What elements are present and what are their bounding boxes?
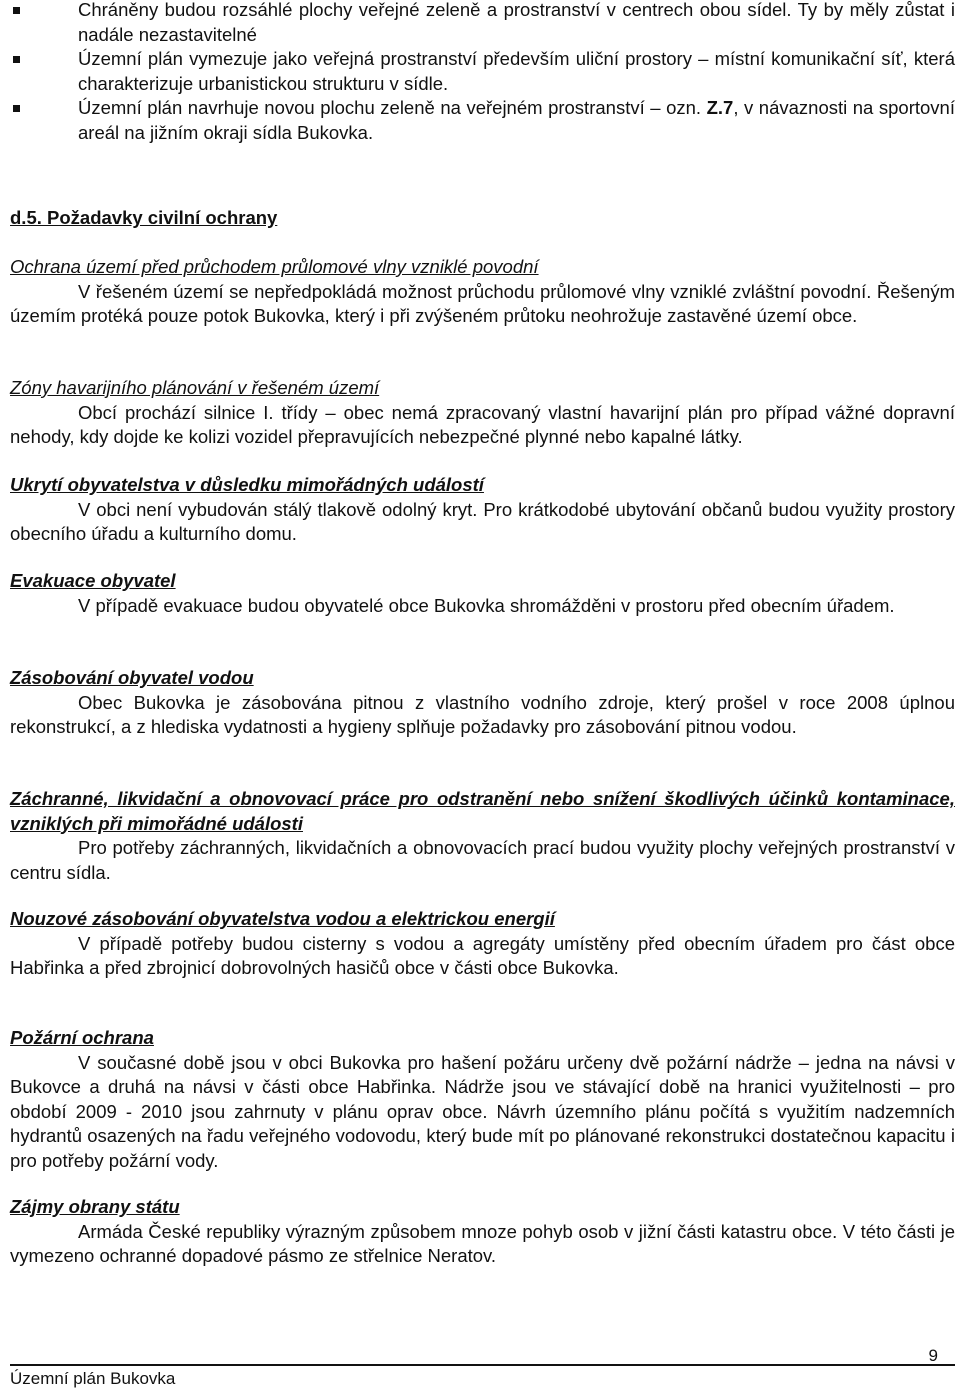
section-body: Obcí prochází silnice I. třídy – obec nemá zpracovaný vlastní havarijní plán pro případ vážné dopravní nehody, kdy dojde ke kolizi vozidel přepravujících nebezpečné plynné nebo kapalné látky. bbox=[10, 401, 955, 447]
section-water-supply bbox=[10, 666, 955, 740]
bullet-text-end: , v návaznosti na sportovní areál na jižním okraji sídla Bukovka. bbox=[78, 97, 955, 143]
bullet-text-bold: Z.7 bbox=[706, 97, 734, 118]
bullet-item bbox=[10, 0, 955, 47]
section-title: Zájmy obrany státu bbox=[10, 1196, 180, 1217]
section-body: Armáda České republiky výrazným způsobem mnoze pohyb osob v jižní části katastru obce. V této části je vymezeno ochranné dopadové pásmo ze střelnice Neratov. bbox=[10, 1220, 955, 1266]
section-title: Zóny havarijního plánování v řešeném území bbox=[10, 377, 380, 398]
bullet-list bbox=[10, 0, 955, 145]
section-flood bbox=[10, 255, 955, 329]
section-title: Evakuace obyvatel bbox=[10, 570, 176, 591]
square-bullet-icon bbox=[13, 105, 20, 112]
section-body: V případě evakuace budou obyvatelé obce Bukovka shromážděni v prostoru před obecním úřadem. bbox=[78, 594, 895, 616]
bullet-text-start: Územní plán navrhuje novou plochu zeleně na veřejném prostranství – ozn. bbox=[78, 97, 707, 118]
bullet-item bbox=[10, 47, 955, 96]
section-fire-protection bbox=[10, 1026, 955, 1173]
section-title: Záchranné, likvidační a obnovovací práce pro odstranění nebo snížení škodlivých účinků kontaminace, vzniklých při mimořádné události bbox=[10, 788, 955, 834]
square-bullet-icon bbox=[13, 7, 20, 14]
footer-title: Územní plán Bukovka bbox=[10, 1369, 176, 1388]
footer bbox=[10, 1364, 955, 1392]
section-body: Obec Bukovka je zásobována pitnou z vlastního vodního zdroje, který prošel v roce 2008 úplnou rekonstrukcí, a z hlediska vydatnosti a hygieny splňuje požadavky pro zásobování pitnou vodou. bbox=[10, 691, 955, 737]
section-state-defense bbox=[10, 1195, 955, 1269]
section-body: V případě potřeby budou cisterny s vodou a agregáty umístěny před obecním úřadem pro část obce Habřinka a před zbrojnicí dobrovolných hasičů obce v části obce Bukovka. bbox=[10, 932, 955, 978]
section-rescue-works bbox=[10, 787, 955, 885]
section-title: Ochrana území před průchodem průlomové vlny vzniklé povodní bbox=[10, 256, 539, 277]
section-title: Nouzové zásobování obyvatelstva vodou a elektrickou energií bbox=[10, 908, 555, 929]
section-shelter bbox=[10, 473, 955, 547]
section-evacuation bbox=[10, 569, 955, 618]
section-title: Ukrytí obyvatelstva v důsledku mimořádných událostí bbox=[10, 474, 484, 495]
section-title: Zásobování obyvatel vodou bbox=[10, 667, 254, 688]
section-title: Požární ochrana bbox=[10, 1027, 154, 1048]
bullet-item bbox=[10, 96, 955, 145]
bullet-text: Chráněny budou rozsáhlé plochy veřejné zeleně a prostranství v centrech obou sídel. Ty by měly zůstat i nadále nezastavitelné bbox=[78, 0, 955, 45]
section-body: V současné době jsou v obci Bukovka pro hašení požáru určeny dvě požární nádrže – jedna na návsi v Bukovce a druhá na návsi v části obce Habřinka. Nádrže jsou ve stávající době na hranici využitelnosti – pro období 2009 - 2010 jsou zahrnuty v plánu oprav obce. Návrh územního plánu počítá s využitím nadzemních hydrantů osazených na řadu veřejného vodovodu, který bude mít po plánované rekonstrukci dostatečnou kapacitu i pro potřeby požární vody. bbox=[10, 1051, 955, 1171]
page-number: 9 bbox=[928, 1346, 938, 1365]
section-emergency-zones bbox=[10, 376, 955, 450]
bullet-text: Územní plán vymezuje jako veřejná prostranství především uliční prostory – místní komunikační síť, která charakterizuje urbanistickou strukturu v sídle. bbox=[78, 48, 955, 94]
section-body: Pro potřeby záchranných, likvidačních a obnovovacích prací budou využity plochy veřejných prostranství v centru sídla. bbox=[10, 837, 955, 883]
square-bullet-icon bbox=[13, 56, 20, 63]
section-heading: d.5. Požadavky civilní ochrany bbox=[10, 207, 278, 228]
section-body: V obci není vybudován stálý tlakově odolný kryt. Pro krátkodobé ubytování občanů budou využity prostory obecního úřadu a kulturního domu. bbox=[10, 498, 955, 544]
section-body: V řešeném území se nepředpokládá možnost průchodu průlomové vlny vzniklé zvláštní povodní. Řešeným územím protéká pouze potok Bukovka, který i při zvýšeném průtoku neohrožuje zastavěné území obce. bbox=[10, 280, 955, 326]
section-emergency-supply bbox=[10, 907, 955, 981]
